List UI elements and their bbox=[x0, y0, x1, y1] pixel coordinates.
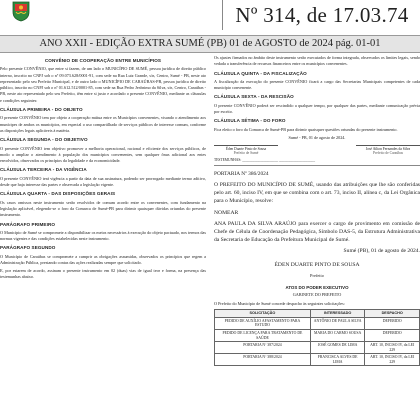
clause-2-title: CLÁUSULA SEGUNDA - DO OBJETIVO bbox=[0, 137, 88, 143]
clause-5-text: A fiscalização da execução do presente CONVÊNIO ficará a cargo das Secretarias Municipais competentes de cada município convenente. bbox=[214, 78, 420, 91]
edition-band: ANO XXII - EDIÇÃO EXTRA SUMÉ (PB) 01 de AGOSTO de 2024 pág. 01-01 bbox=[0, 35, 420, 53]
masthead bbox=[0, 0, 420, 34]
portaria-date: Sumé (PB), 01 de agosto de 2024. bbox=[343, 247, 420, 254]
clause-4-text: Os casos omissos neste instrumento serão resolvidos de comum acordo entre os convenentes, com fundamento na legislação aplicável, elegendo-se o foro da Comarca de Sumé-PB para dirimir quaisquer dúvidas oriundas do presente instrumento. bbox=[0, 199, 206, 218]
nomear-text: ANA PAULA DA SILVA ARAÚJO para exercer o cargo de provimento em comissão de Chefe de Célula de Coordenação Pedagógica, Símbolo DAS-5, da Estrutura Administrativa da Secretaria de Educação da Prefeitura Municipal de Sumé. bbox=[214, 220, 420, 243]
table-header: INTERESSADO bbox=[310, 310, 364, 318]
right-column bbox=[214, 55, 420, 420]
table-cell: JOSÉ GOMES DE LIMA bbox=[310, 342, 364, 354]
table-cell: PEDIDO DE AUXÍLIO AFASTAMENTO PARA ESTUDO bbox=[215, 317, 311, 329]
nomear-label: NOMEAR bbox=[214, 209, 239, 216]
paragraph-2-text: O Município de Caraúbas se compromete a cumprir as obrigações assumidas, observados os princípios que regem a Administração Pública, prestando contas das ações realizadas sempre que solicitado. bbox=[0, 253, 206, 266]
table-header-row bbox=[215, 310, 420, 318]
clause-5-title: CLÁUSULA QUINTA - DA FISCALIZAÇÃO bbox=[214, 70, 307, 76]
portaria-title: PORTARIA Nº 386/2024 bbox=[214, 170, 269, 177]
portaria-body bbox=[214, 181, 420, 280]
clause-3-text: O presente CONVÊNIO terá vigência a partir da data de sua assinatura, podendo ser prorrogado mediante termo aditivo, desde que haja interesse das partes e observada a legislação vigente. bbox=[0, 175, 206, 188]
clause-2-text: O presente CONVÊNIO tem objetivo promover a melhoria operacional, racional e eficiente dos serviços públicos, de modo a ampliar o atendimento à população dos municípios convenentes, sem qualquer ônus adicional aos entes envolvidos, observados os princípios da legalidade e da economicidade. bbox=[0, 145, 206, 164]
clause-4-title: CLÁUSULA QUARTA - DAS DISPOSIÇÕES GERAIS bbox=[0, 191, 116, 197]
municipal-crest-icon bbox=[10, 0, 32, 22]
clause-7-text: Fica eleito o foro da Comarca de Sumé-PB para dirimir quaisquer questões oriundas do presente instrumento. bbox=[214, 126, 398, 132]
table-header: DESPACHO bbox=[365, 310, 420, 318]
paragraph-1-title: PARÁGRAFO PRIMEIRO bbox=[0, 221, 56, 227]
signature-sume-role: Prefeito de Sumé bbox=[233, 151, 259, 156]
table-cell: ART. 10, INCISO IV, da LEI 229 bbox=[365, 342, 420, 354]
atos-title: ATOS DO PODER EXECUTIVO bbox=[285, 284, 349, 290]
clause-7-title: CLÁUSULA SÉTIMA - DO FORO bbox=[214, 118, 286, 124]
signature-caraubas bbox=[356, 145, 420, 156]
clause-6-title: CLÁUSULA SEXTA - DA RESCISÃO bbox=[214, 94, 294, 100]
table-cell: DEFERIDO bbox=[365, 317, 420, 329]
clause-1-title: CLÁUSULA PRIMEIRA - DO OBJETO bbox=[0, 107, 83, 113]
table-cell: MARIA DO CARMO SOUSA bbox=[310, 329, 364, 341]
issue-number: Nº 314, de 17.03.74 bbox=[222, 0, 420, 30]
atos-note: O Prefeito do Município de Sumé concede despacho às seguintes solicitações: bbox=[214, 301, 345, 307]
table-cell: FRANCISCA ALVES DE LIMA bbox=[310, 354, 364, 366]
table-cell: PORTARIA Nº 388/2024 bbox=[215, 354, 311, 366]
closing-text: E, por estarem de acordo, assinam o presente instrumento em 02 (duas) vias de igual teor e forma, na presença das testemunhas abaixo. bbox=[0, 267, 206, 280]
table-cell: PORTARIA Nº 387/2024 bbox=[215, 342, 311, 354]
paragraph-1-text: O Município de Sumé se compromete a disponibilizar os meios necessários à execução do objeto pactuado, nos termos das normas vigentes e das condições estabelecidas neste instrumento. bbox=[0, 229, 206, 242]
signature-sume bbox=[214, 145, 278, 156]
signature-sume-name: Éden Duarte Pinto de Sousa bbox=[225, 146, 267, 151]
clause-6-text: O presente CONVÊNIO poderá ser rescindido a qualquer tempo, por qualquer das partes, mediante comunicação prévia por escrito. bbox=[214, 102, 420, 115]
signature-row bbox=[214, 145, 420, 156]
left-column bbox=[0, 55, 206, 420]
paragraph-2-title: PARÁGRAFO SEGUNDO bbox=[0, 245, 56, 251]
table-cell: ANTÔNIO DE PAULA SILVA bbox=[310, 317, 364, 329]
witnesses-line: TESTEMUNHAS: ____________________ ____________________ bbox=[214, 158, 316, 163]
convenio-intro: Pelo presente CONVÊNIO, que entre si fazem, de um lado o MUNICÍPIO DE SUMÉ, pessoa jurídica de direito público interno, inscrito no CNPJ sob o nº 09.073.628/0001-91, com sede na Rua Luiz Grande, s/n, Centro, Sumé - PB, neste ato representado pelo seu Prefeito Municipal, e de outro lado o MUNICÍPIO DE CARAÚBAS-PB, pessoa jurídica de direito público, inscrito no CNPJ sob o nº 01.612.512/0001-85, com sede na Rua Pedro Jerônimo da Silva, s/n, Centro, Caraúbas - PB, neste ato representado pelo seu Prefeito, têm entre si justo e acordado o presente CONVÊNIO, mediante as cláusulas e condições seguintes: bbox=[0, 66, 206, 103]
signing-place: Sumé - PB, 01 de agosto de 2024. bbox=[288, 134, 346, 140]
signature-caraubas-role: Prefeito de Caraúbas bbox=[373, 151, 403, 156]
table-cell: PEDIDO DE LICENÇA PARA TRATAMENTO DE SAÚDE bbox=[215, 329, 311, 341]
table-cell: ART. 10, INCISO IV, da LEI 229 bbox=[365, 354, 420, 366]
table-row bbox=[215, 329, 420, 341]
table-row bbox=[215, 317, 420, 329]
convenio-title: CONVÊNIO DE COOPERAÇÃO ENTRE MUNICÍPIOS bbox=[44, 58, 162, 63]
table-row bbox=[215, 354, 420, 366]
atos-subtitle: GABINETE DO PREFEITO bbox=[292, 291, 342, 297]
signature-caraubas-name: José Ailton Fernandes da Silva bbox=[365, 146, 411, 151]
prefeito-role: Prefeito bbox=[310, 272, 324, 278]
table-header: SOLICITAÇÃO bbox=[215, 310, 311, 318]
portaria-text: O PREFEITO DO MUNICÍPIO DE SUMÉ, usando das atribuições que lhe são conferidas pelo art. 60, inciso IV, em que se combina com o art. 73, inciso II, alínea c, da Lei Orgânica para o Município, resolve: bbox=[214, 181, 420, 204]
clause-1-text: O presente CONVÊNIO tem por objeto a cooperação mútua entre os Municípios convenentes, visando o atendimento aos munícipes de ambos os municípios, em especial o uso compartilhado de serviços públicos de interesse comum, conforme as disposições legais aplicáveis à matéria. bbox=[0, 115, 206, 133]
prefeito-name: ÉDEN DUARTE PINTO DE SOUSA bbox=[274, 261, 360, 268]
table-cell: DEFERIDO bbox=[365, 329, 420, 341]
section-divider bbox=[214, 165, 420, 166]
despacho-table bbox=[214, 309, 420, 366]
right-intro: Os ajustes firmados no âmbito deste instrumento serão executados de forma integrada, observados os limites legais, sendo vedada a transferência de recursos financeiros entre os municípios convenentes. bbox=[214, 55, 420, 67]
clause-3-title: CLÁUSULA TERCEIRA - DA VIGÊNCIA bbox=[0, 167, 87, 173]
table-row bbox=[215, 342, 420, 354]
